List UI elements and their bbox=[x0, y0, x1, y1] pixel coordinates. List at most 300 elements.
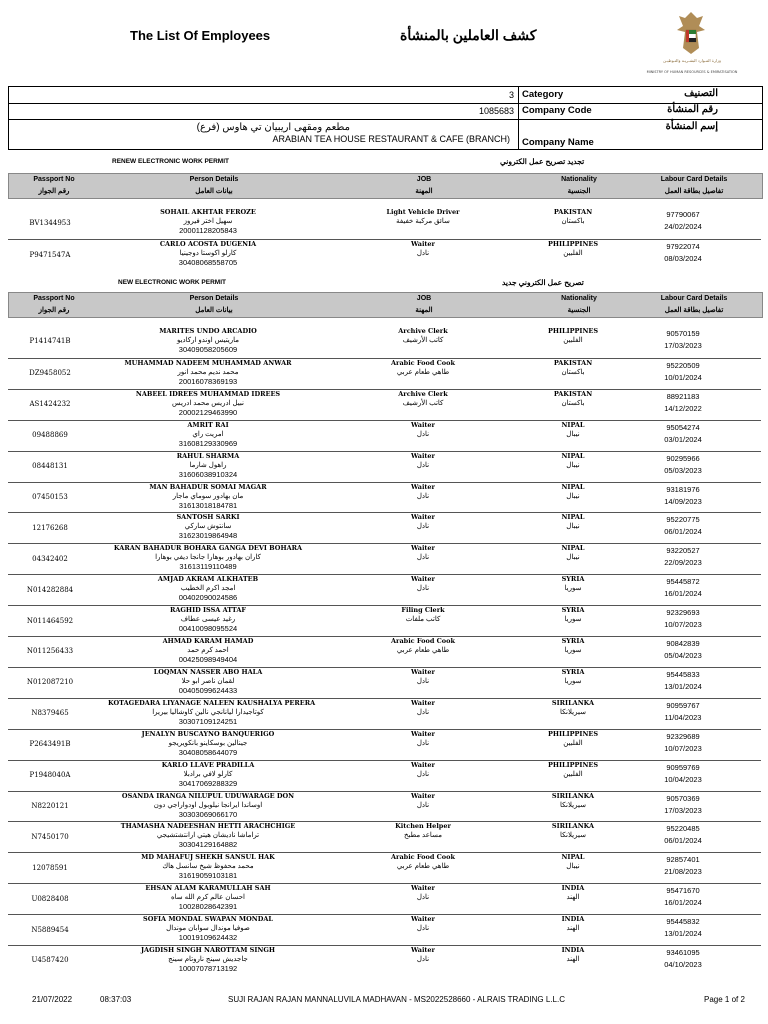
employee-name-en: MD MAHAFUJ SHEKH SANSUL HAK bbox=[141, 853, 275, 862]
employee-name-en: AMJAD AKRAM ALKHATEB bbox=[157, 575, 259, 584]
labour-card-expiry: 05/04/2023 bbox=[664, 651, 702, 660]
labour-card-number: 92857401 bbox=[666, 855, 700, 865]
section-new-title-en: NEW ELECTRONIC WORK PERMIT bbox=[118, 279, 226, 286]
job-en: Arabic Food Cook bbox=[390, 637, 455, 645]
nationality-en: PAKISTAN bbox=[553, 389, 593, 398]
employee-name-ar: تراماشا نادیشان هيتي ارانتشتشيجي bbox=[156, 832, 260, 840]
col-job: JOB bbox=[416, 176, 432, 183]
job-en: Waiter bbox=[411, 729, 435, 738]
labour-card-number: 88921183 bbox=[666, 391, 700, 401]
person-number: 00410098095524 bbox=[178, 624, 238, 634]
job-ar: نادل bbox=[416, 677, 430, 685]
job-ar: نادل bbox=[416, 492, 430, 500]
job-en: Waiter bbox=[411, 482, 435, 491]
labour-card-number: 92329689 bbox=[666, 731, 700, 741]
footer-user: SUJI RAJAN RAJAN MANNALUVILA MADHAVAN - MS2022528660 - ALRAIS TRADING L.L.C bbox=[228, 995, 565, 1004]
col-person-ar: بيانات العامل bbox=[195, 307, 233, 314]
job-en: Archive Clerk bbox=[398, 389, 448, 398]
job-ar: نادل bbox=[416, 770, 430, 778]
labour-card-number: 97790067 bbox=[666, 210, 700, 219]
employee-name-ar: امريت راي bbox=[192, 430, 224, 438]
page-title-ar: كشف العاملين بالمنشأة bbox=[400, 27, 537, 43]
nationality-en: NIPAL bbox=[561, 513, 585, 522]
nationality-ar: الهند bbox=[566, 925, 580, 933]
employee-name-en: LOQMAN NASSER ABO HALA bbox=[153, 667, 263, 676]
nationality-en: PHILIPPINES bbox=[547, 240, 599, 248]
table-row bbox=[8, 574, 761, 606]
nationality-ar: نيبال bbox=[566, 430, 580, 438]
col-nationality: Nationality bbox=[561, 176, 597, 183]
table-row bbox=[8, 512, 761, 544]
job-en: Waiter bbox=[411, 240, 435, 248]
labour-card-expiry: 16/01/2024 bbox=[664, 589, 702, 599]
table-row bbox=[8, 791, 761, 823]
person-number: 30408058644079 bbox=[178, 747, 238, 757]
labour-card-expiry: 06/01/2024 bbox=[664, 527, 702, 537]
person-number: 31613119110489 bbox=[179, 562, 237, 572]
col-job-ar: المهنة bbox=[415, 307, 433, 314]
person-number: 00425098949404 bbox=[178, 655, 238, 664]
labour-card-expiry: 21/08/2023 bbox=[664, 867, 702, 877]
job-en: Light Vehicle Driver bbox=[386, 208, 460, 216]
passport-number: 04342402 bbox=[32, 554, 68, 563]
labour-card-expiry: 10/07/2023 bbox=[664, 620, 702, 630]
person-number: 31608129330969 bbox=[178, 438, 238, 448]
passport-number: N014282884 bbox=[26, 585, 74, 594]
job-en: Waiter bbox=[411, 946, 435, 954]
passport-number: BV1344953 bbox=[29, 218, 71, 227]
job-en: Arabic Food Cook bbox=[390, 358, 455, 367]
nationality-ar: سوريا bbox=[564, 677, 582, 685]
table-row bbox=[8, 239, 761, 271]
person-number: 30307109124251 bbox=[178, 716, 238, 726]
company-name-label: Company Name bbox=[522, 137, 594, 148]
job-en: Kitchen Helper bbox=[395, 822, 451, 831]
job-en: Waiter bbox=[411, 915, 435, 924]
nationality-ar: باكستان bbox=[561, 399, 585, 407]
passport-number: P9471547A bbox=[29, 250, 71, 259]
nationality-en: PAKISTAN bbox=[553, 208, 593, 216]
ministry-logo bbox=[622, 8, 762, 78]
person-number: 10019109624432 bbox=[178, 933, 238, 943]
employee-name-ar: صوفيا موندال سوابان موندال bbox=[166, 925, 250, 933]
nationality-en: SIRILANKA bbox=[551, 698, 595, 707]
nationality-en: INDIA bbox=[561, 884, 585, 893]
employee-name-ar: اوساندا ايرانجا نيلوبول اودواراجي دون bbox=[153, 801, 263, 809]
labour-card-expiry: 17/03/2023 bbox=[664, 805, 702, 815]
job-ar: نادل bbox=[416, 894, 430, 902]
employee-name-en: KOTAGEDARA LIYANAGE NALEEN KAUSHALYA PERERA bbox=[108, 698, 316, 707]
table-header-renew bbox=[8, 173, 763, 199]
nationality-ar: سيريلانكا bbox=[560, 801, 586, 809]
employee-name-en: KARLO LLAVE PRADILLA bbox=[161, 760, 255, 769]
table-row bbox=[8, 760, 761, 792]
person-number: 00405099624433 bbox=[178, 685, 238, 695]
job-ar: طاهي طعام عربي bbox=[396, 368, 450, 376]
labour-card-number: 95445832 bbox=[666, 917, 700, 927]
col-job: JOB bbox=[416, 295, 432, 302]
labour-card-number: 93461095 bbox=[666, 948, 700, 957]
passport-number: 09488869 bbox=[32, 431, 68, 440]
employee-name-en: AMRIT RAI bbox=[187, 420, 229, 429]
nationality-ar: نيبال bbox=[566, 863, 580, 871]
table-row bbox=[8, 729, 761, 761]
section-renew-title-en: RENEW ELECTRONIC WORK PERMIT bbox=[112, 158, 229, 165]
nationality-en: NIPAL bbox=[561, 420, 585, 429]
job-ar: كاتب الأرشيف bbox=[402, 337, 444, 344]
nationality-en: SYRIA bbox=[561, 575, 585, 584]
employee-name-ar: ماريتيس اوندو اركاديو bbox=[176, 337, 240, 344]
person-number: 30417069288329 bbox=[178, 778, 238, 788]
person-number: 31619059103181 bbox=[178, 871, 238, 881]
employee-name-ar: محمد محفوظ شيخ سانسل هاك bbox=[162, 863, 254, 871]
job-ar: نادل bbox=[416, 739, 430, 747]
nationality-ar: سيريلانكا bbox=[560, 708, 586, 716]
person-number: 30409058205609 bbox=[178, 345, 238, 354]
nationality-ar: سيريلانكا bbox=[560, 832, 586, 840]
employee-name-en: EHSAN ALAM KARAMULLAH SAH bbox=[145, 884, 271, 893]
col-nationality-ar: الجنسية bbox=[567, 188, 591, 195]
nationality-ar: الهند bbox=[566, 894, 580, 902]
employee-name-ar: لقمان ناصر ابو حلا bbox=[181, 677, 235, 685]
job-en: Waiter bbox=[411, 791, 435, 800]
job-ar: نادل bbox=[416, 461, 430, 469]
labour-card-number: 95445833 bbox=[666, 669, 700, 679]
labour-card-number: 95054274 bbox=[666, 422, 700, 432]
col-labour-card-ar: تفاصيل بطاقة العمل bbox=[664, 307, 724, 314]
nationality-ar: الفلبين bbox=[563, 250, 583, 257]
company-info-box bbox=[8, 86, 763, 150]
nationality-en: SIRILANKA bbox=[551, 791, 595, 800]
employee-name-ar: نبيل ادريس محمد ادريس bbox=[172, 399, 244, 407]
labour-card-expiry: 08/03/2024 bbox=[664, 254, 702, 263]
person-number: 31613018184781 bbox=[178, 500, 238, 510]
employee-name-ar: كوتاجيدارا ليانانجي نالين كاوشاليا بيريرا bbox=[152, 708, 264, 716]
nationality-ar: باكستان bbox=[561, 218, 585, 225]
table-row bbox=[8, 914, 761, 946]
table-row bbox=[8, 698, 761, 730]
section-new-title-ar: تصريح عمل الكتروني جديد bbox=[502, 278, 584, 287]
section-renew-title-ar: تجديد تصريح عمل الكتروني bbox=[500, 157, 585, 166]
labour-card-expiry: 22/09/2023 bbox=[664, 558, 702, 568]
labour-card-number: 95471670 bbox=[666, 886, 700, 896]
table-row bbox=[8, 605, 761, 637]
person-number: 10007078713192 bbox=[178, 964, 238, 973]
person-number: 31606038910324 bbox=[178, 469, 238, 479]
table-row bbox=[8, 543, 761, 575]
passport-number: U0828408 bbox=[31, 894, 69, 903]
passport-number: P2643491B bbox=[29, 740, 71, 749]
category-value: 3 bbox=[9, 87, 519, 103]
job-ar: سائق مركبة خفيفة bbox=[396, 218, 450, 225]
job-ar: نادل bbox=[416, 925, 430, 933]
job-en: Waiter bbox=[411, 451, 435, 460]
nationality-ar: سوريا bbox=[564, 585, 582, 593]
job-en: Waiter bbox=[411, 544, 435, 553]
employee-name-en: KARAN BAHADUR BOHARA GANGA DEVI BOHARA bbox=[113, 544, 303, 553]
table-row bbox=[8, 389, 761, 421]
employee-name-ar: احمد كرم حمد bbox=[187, 647, 229, 654]
employee-name-ar: راهول شارما bbox=[189, 461, 227, 469]
labour-card-number: 90959767 bbox=[666, 700, 700, 710]
nationality-ar: الفلبين bbox=[563, 770, 583, 778]
employee-name-ar: كارلو لافي برادبلا bbox=[183, 770, 233, 778]
nationality-ar: الهند bbox=[566, 956, 580, 963]
nationality-ar: سوريا bbox=[564, 647, 582, 654]
table-row bbox=[8, 945, 761, 977]
category-label: Category bbox=[522, 89, 564, 100]
employee-name-ar: جاجديش سينج ناروتام سينج bbox=[168, 956, 248, 963]
employee-name-en: MUHAMMAD NADEEM MUHAMMAD ANWAR bbox=[124, 358, 292, 367]
employee-name-en: JENALYN BUSCAYNO BANQUERIGO bbox=[141, 729, 275, 738]
labour-card-expiry: 10/04/2023 bbox=[664, 774, 702, 784]
labour-card-expiry: 06/01/2024 bbox=[664, 836, 702, 846]
employee-name-en: OSANDA IRANGA NILUPUL UDUWARAGE DON bbox=[121, 791, 295, 800]
table-row bbox=[8, 852, 761, 884]
nationality-ar: نيبال bbox=[566, 554, 580, 562]
employee-name-en: AHMAD KARAM HAMAD bbox=[162, 637, 254, 645]
logo-text-ar: وزارة المـوارد البشـريـة والتـوطيـن bbox=[663, 58, 721, 63]
passport-number: N8379465 bbox=[31, 709, 69, 718]
labour-card-expiry: 17/03/2023 bbox=[664, 341, 702, 350]
nationality-en: NIPAL bbox=[561, 451, 585, 460]
nationality-ar: نيبال bbox=[566, 461, 580, 469]
nationality-en: PHILIPPINES bbox=[547, 327, 599, 335]
person-number: 20001128205843 bbox=[179, 226, 237, 235]
job-ar: نادل bbox=[416, 523, 430, 531]
nationality-ar: سوريا bbox=[564, 616, 582, 624]
employee-name-ar: محمد نديم محمد انور bbox=[177, 368, 239, 376]
passport-number: AS1424232 bbox=[29, 400, 71, 409]
employee-name-ar: سانتوش ساركي bbox=[184, 523, 232, 531]
person-number: 10028028642391 bbox=[178, 902, 238, 912]
job-ar: طاهي طعام عربي bbox=[396, 647, 450, 654]
passport-number: N011464592 bbox=[26, 616, 74, 625]
col-nationality: Nationality bbox=[561, 295, 597, 302]
nationality-en: INDIA bbox=[561, 946, 585, 954]
job-en: Waiter bbox=[411, 667, 435, 676]
passport-number: P1414741B bbox=[29, 337, 71, 346]
employee-name-en: MARITES UNDO ARCADIO bbox=[159, 327, 257, 335]
passport-number: P1948040A bbox=[29, 771, 71, 780]
employee-name-en: SOFIA MONDAL SWAPAN MONDAL bbox=[143, 915, 273, 924]
falcon-emblem-icon bbox=[622, 8, 762, 58]
labour-card-expiry: 13/01/2024 bbox=[664, 681, 702, 691]
col-passport: Passport No bbox=[33, 176, 75, 183]
col-person-ar: بيانات العامل bbox=[195, 188, 233, 195]
category-label-ar: التصنيف bbox=[684, 88, 718, 99]
labour-card-expiry: 03/01/2024 bbox=[664, 434, 702, 444]
nationality-ar: الفلبين bbox=[563, 739, 583, 747]
job-en: Waiter bbox=[411, 698, 435, 707]
table-row bbox=[8, 636, 761, 668]
labour-card-number: 95220509 bbox=[666, 360, 700, 370]
page-title-en: The List Of Employees bbox=[130, 28, 271, 43]
employee-name-ar: سهيل اختر فيروز bbox=[183, 218, 233, 225]
employee-name-en: NABEEL IDREES MUHAMMAD IDREES bbox=[135, 389, 281, 398]
company-name-ar: مطعم ومقهى اريبيان تي هاوس (فرع) bbox=[196, 122, 350, 133]
labour-card-number: 95220485 bbox=[666, 824, 700, 834]
person-number: 30303069066170 bbox=[178, 809, 238, 819]
company-name-label-ar: إسم المنشأة bbox=[665, 121, 718, 132]
table-row bbox=[8, 667, 761, 699]
nationality-ar: نيبال bbox=[566, 523, 580, 531]
col-labour-card: Labour Card Details bbox=[660, 295, 728, 302]
col-nationality-ar: الجنسية bbox=[567, 307, 591, 314]
job-ar: نادل bbox=[416, 708, 430, 716]
passport-number: N012087210 bbox=[26, 678, 74, 687]
nationality-en: NIPAL bbox=[561, 544, 585, 553]
table-row bbox=[8, 883, 761, 915]
employee-name-ar: مان بهادور سوماي ماجار bbox=[172, 492, 244, 500]
table-row bbox=[8, 821, 761, 853]
nationality-ar: الفلبين bbox=[563, 337, 583, 344]
col-person: Person Details bbox=[189, 176, 239, 183]
labour-card-number: 90295966 bbox=[666, 453, 700, 463]
labour-card-expiry: 13/01/2024 bbox=[664, 929, 702, 939]
person-number: 20002129463990 bbox=[178, 407, 238, 417]
job-ar: نادل bbox=[416, 250, 430, 257]
employee-name-ar: كارلو اكوستا دوجينيا bbox=[179, 250, 237, 257]
table-row bbox=[8, 358, 761, 390]
employee-name-ar: احسان عالم كرم الله ساه bbox=[170, 894, 245, 902]
col-passport-ar: رقم الجواز bbox=[38, 188, 70, 195]
labour-card-expiry: 14/09/2023 bbox=[664, 496, 702, 506]
job-ar: طاهي طعام عربي bbox=[396, 863, 450, 871]
passport-number: N011256433 bbox=[26, 647, 74, 656]
passport-number: 08448131 bbox=[32, 462, 68, 471]
job-en: Waiter bbox=[411, 884, 435, 893]
job-en: Waiter bbox=[411, 575, 435, 584]
nationality-en: PAKISTAN bbox=[553, 358, 593, 367]
passport-number: 12176268 bbox=[32, 523, 68, 532]
labour-card-expiry: 24/02/2024 bbox=[664, 222, 702, 231]
employee-name-en: RAGHID ISSA ATTAF bbox=[169, 606, 247, 615]
company-code-label-ar: رقم المنشأة bbox=[667, 104, 718, 115]
table-row bbox=[8, 420, 761, 452]
employee-name-en: RAHUL SHARMA bbox=[176, 451, 240, 460]
col-job-ar: المهنة bbox=[415, 188, 433, 195]
job-ar: نادل bbox=[416, 430, 430, 438]
job-en: Archive Clerk bbox=[398, 327, 448, 335]
labour-card-expiry: 11/04/2023 bbox=[664, 712, 702, 722]
person-number: 31623019864948 bbox=[178, 531, 238, 541]
employee-name-en: THAMASHA NADEESHAN HETTI ARACHCHIGE bbox=[120, 822, 296, 831]
footer-time: 08:37:03 bbox=[100, 995, 132, 1004]
passport-number: N8220121 bbox=[31, 801, 69, 810]
employee-name-en: SOHAIL AKHTAR FEROZE bbox=[160, 208, 256, 216]
nationality-en: SIRILANKA bbox=[551, 822, 595, 831]
nationality-ar: باكستان bbox=[561, 368, 585, 376]
job-ar: كاتب الأرشيف bbox=[402, 399, 444, 407]
employee-name-ar: جينالين بوسكاينو بانكويريجو bbox=[168, 739, 248, 747]
labour-card-expiry: 05/03/2023 bbox=[664, 465, 702, 475]
col-person: Person Details bbox=[189, 295, 239, 302]
table-header-new bbox=[8, 292, 763, 318]
person-number: 30408068558705 bbox=[178, 258, 238, 267]
table-row bbox=[8, 451, 761, 483]
job-en: Waiter bbox=[411, 420, 435, 429]
nationality-en: SYRIA bbox=[561, 606, 585, 615]
col-passport: Passport No bbox=[33, 295, 75, 302]
company-code-label: Company Code bbox=[522, 105, 592, 116]
passport-number: N5889454 bbox=[31, 925, 69, 934]
nationality-en: NIPAL bbox=[561, 482, 585, 491]
footer-page-number: Page 1 of 2 bbox=[704, 995, 745, 1004]
nationality-en: PHILIPPINES bbox=[547, 729, 599, 738]
job-en: Waiter bbox=[411, 760, 435, 769]
labour-card-number: 95220775 bbox=[666, 515, 700, 525]
job-en: Arabic Food Cook bbox=[390, 853, 455, 862]
employee-name-ar: امجد اكرم الخطيب bbox=[180, 585, 236, 593]
nationality-en: SYRIA bbox=[561, 637, 585, 645]
labour-card-number: 90842839 bbox=[666, 639, 700, 648]
footer-date: 21/07/2022 bbox=[32, 995, 73, 1004]
labour-card-number: 97922074 bbox=[666, 242, 700, 251]
table-row bbox=[8, 327, 761, 358]
job-ar: كاتب ملفات bbox=[405, 616, 441, 624]
job-ar: مساعد مطبخ bbox=[403, 832, 443, 840]
nationality-en: SYRIA bbox=[561, 667, 585, 676]
employee-name-en: JAGDISH SINGH NAROTTAM SINGH bbox=[140, 946, 276, 954]
labour-card-number: 95445872 bbox=[666, 577, 700, 587]
nationality-en: NIPAL bbox=[561, 853, 585, 862]
passport-number: 07450153 bbox=[32, 492, 68, 501]
passport-number: U4587420 bbox=[31, 956, 69, 965]
person-number: 20016078369193 bbox=[178, 376, 238, 386]
employee-name-ar: رغيد عيسى عطاف bbox=[180, 616, 236, 624]
labour-card-number: 93181976 bbox=[666, 484, 700, 494]
company-name-en: ARABIAN TEA HOUSE RESTAURANT & CAFE (BRANCH) bbox=[272, 134, 510, 144]
labour-card-number: 90959769 bbox=[666, 762, 700, 772]
nationality-ar: نيبال bbox=[566, 492, 580, 500]
passport-number: 12078591 bbox=[32, 863, 68, 872]
labour-card-expiry: 04/10/2023 bbox=[664, 960, 702, 969]
col-labour-card: Labour Card Details bbox=[660, 176, 728, 183]
employee-name-ar: كاران بهادور بوهارا جانجا ديفي بوهارا bbox=[155, 554, 261, 562]
passport-number: N7450170 bbox=[31, 832, 69, 841]
passport-number: DZ9458052 bbox=[29, 369, 71, 378]
company-code-value: 1085683 bbox=[9, 103, 519, 119]
job-en: Filing Clerk bbox=[401, 606, 445, 615]
labour-card-expiry: 10/01/2024 bbox=[664, 372, 702, 382]
person-number: 00402090024586 bbox=[178, 593, 238, 603]
col-passport-ar: رقم الجواز bbox=[38, 307, 70, 314]
labour-card-number: 90570369 bbox=[666, 793, 700, 803]
employee-name-en: CARLO ACOSTA DUGENIA bbox=[159, 240, 257, 248]
labour-card-expiry: 10/07/2023 bbox=[664, 743, 702, 753]
nationality-en: INDIA bbox=[561, 915, 585, 924]
table-row bbox=[8, 208, 761, 239]
logo-text-en: MINISTRY OF HUMAN RESOURCES & EMIRATISATION bbox=[646, 70, 738, 74]
table-row bbox=[8, 482, 761, 514]
labour-card-expiry: 16/01/2024 bbox=[664, 898, 702, 908]
job-ar: نادل bbox=[416, 585, 430, 593]
employee-name-en: SANTOSH SARKI bbox=[176, 513, 240, 522]
employee-name-en: MAN BAHADUR SOMAI MAGAR bbox=[149, 482, 267, 491]
labour-card-number: 93220527 bbox=[666, 546, 700, 556]
job-ar: نادل bbox=[416, 801, 430, 809]
person-number: 30304129164882 bbox=[178, 840, 238, 850]
labour-card-expiry: 14/12/2022 bbox=[664, 403, 702, 413]
labour-card-number: 90570159 bbox=[666, 329, 700, 338]
col-labour-card-ar: تفاصيل بطاقة العمل bbox=[664, 188, 724, 195]
nationality-en: PHILIPPINES bbox=[547, 760, 599, 769]
job-ar: نادل bbox=[416, 554, 430, 562]
job-en: Waiter bbox=[411, 513, 435, 522]
job-ar: نادل bbox=[416, 956, 430, 963]
labour-card-number: 92329693 bbox=[666, 608, 700, 618]
